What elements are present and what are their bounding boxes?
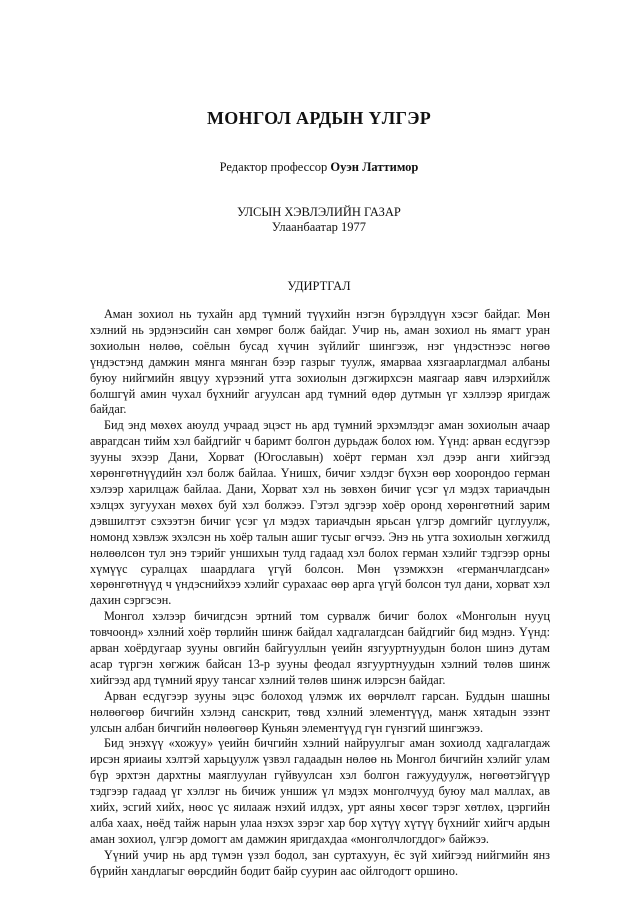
editor-name: Оуэн Латтимор	[330, 160, 419, 174]
paragraph: Монгол хэлээр бичигдсэн эртний том сурвалж бичиг болох «Монголын нууц товчоонд» хэлний хоёр төрлийн шинж байдал хадгалагдсан байдгийг бид мэднэ. Үүнд: арван хоёрдугаар зууны овгийн байгууллын үеийн язгууртнуудын болон шинэ дутам асар түргэн хөгжиж байсан 13-р зууны феодал язгууртнуудын хэлний төлөв шинж хийгээд ард түмний яруу тансаг хэлний төлөв шинж илэрсэн байдаг.	[90, 609, 550, 687]
publisher-name: УЛСЫН ХЭВЛЭЛИЙН ГАЗАР	[237, 205, 401, 219]
editor-prefix: Редактор профессор	[219, 160, 331, 174]
editor-line	[0, 160, 638, 175]
section-heading: УДИРТГАЛ	[287, 279, 351, 293]
document-title: МОНГОЛ АРДЫН ҮЛГЭР	[206, 108, 432, 128]
publisher-block	[0, 205, 638, 235]
publication-place-year: Улаанбаатар 1977	[271, 220, 367, 234]
paragraph: Бид энд мөхөх аюулд учраад эцэст нь ард түмний эрхэмлэдэг аман зохиолын ачаар авраrдсан тийм хэл байдгийг ч баримт болгон дурьдаж болох юм. Үүнд: арван есдүгээр зууны эхээр Дани, Хорват (Югославын) хоёрт герман хэл дээр анги хийгээд хөрөнгөтнүүдийн хэл болж байлаа. Үнишх, бичиг хэлдэг бүхэн өөр хоорондоо герман хэлээр харилцаж байлаа. Дани, Хорват хэл нь зөвхөн бичиг үсэг үл мэдэх тариачдын хэлцэх зугуухан мөхөх буй хэл болжээ. Гэтэл эдгээр хоёр оронд хөрөнгөтний зарим дэвшилтэт сэхээтэн бичиг үсэг үл мэдэх тариачдын ярьсан үлгэр домгийг цуглуулж, номонд хэвлэж эхэлсэн нь хоёр талын ашиг тусыг өгчээ. Энэ нь утга зохиолын хөгжилд нөлөөлсөн тул энэ тэрийг уншихын тулд гадаад хэл болох герман хэлийг тэдгээр орны хүмүүс суралцах шаардлага үгүй болсон. Мөн үзэмжхэн «германчлагдсан» хөрөнгөтнүүд ч үндэснийхээ хэлийг сурахаас өөр арга үгүй болсон тул дани, хорват хэл дахин сэргэсэн.	[90, 418, 550, 608]
paragraph: Аман зохиол нь тухайн ард түмний түүхийн нэгэн бүрэлдүүн хэсэг байдаг. Мөн хэлний нь эрдэнэсийн сан хөмрөг болж байдаг. Учир нь, аман зохиол нь ямагт уран зохиолын нөлөө, соёлын бусад хүчин зүйлийг шингээж, нэг үндэстнээс нөгөө үндэстэнд дамжин мянга мянган бээр газрыг туулж, ямарваа хязгаарлагдмал албаны буюу нийгмийн явцуу хүрээний утга зохиолын дэгжирхсэн маягаар яавч илэрхийлж болшгүй амин чухал бүхнийг агуулсан ард түмний өдөр дутмын үг хэллээр яригдаж байдаг.	[90, 307, 550, 417]
paragraph: Үүний учир нь ард түмэн үзэл бодол, зан суртахуун, ёс зүй хийгээд нийгмийн янз бүрийн хандлагыг өөрсдийн бодит байр суурин аас ойлгодогт оршино.	[90, 847, 550, 878]
paragraph: Арван есдүгээр зууны эцэс болоход үлэмж их өөрчлөлт гарсан. Буддын шашны нөлөөгөөр бичгийн хэлэнд санскрит, төвд хэлний элементүүд, манж хятадын эзэнт улсын албан бичгийн нөлөөгөөр Куньян элементүүд гүн гүнзгий шингэжээ.	[90, 688, 550, 735]
paragraph: Бид энэхүү «хожуу» үеийн бичгийн хэлний найруулгыг аман зохиолд хадгалагдаж ирсэн яриаиы хэлтэй харьцуулж үзвэл гадаадын нөлөө нь Монгол бичгийн хэлийг улам бүр эрхтэн дархтны маяглуулан гүйвуулсан хэл болгон гажуудуулж, нөгөөтэйгүүр тэдгээр гадаад үг хэллэг нь бичиж уншиж үл мэдэх монголчууд буюу мал маллах, ав хийх, эсгий хийх, нөос үс яилааж нэхий илдэх, урт аяны хөсөг тэрэг хөтлөх, цэргийн алба хаах, нөёд тайж нарын улаа нэхэх зэрэг хар бор хүтүү хүтүү бүхнийг хийгч ардын аман зохиол, үлгэр домогт ам дамжин яригдахдаа «монголчлогддог» байжээ.	[90, 736, 550, 846]
body-text	[90, 307, 550, 880]
